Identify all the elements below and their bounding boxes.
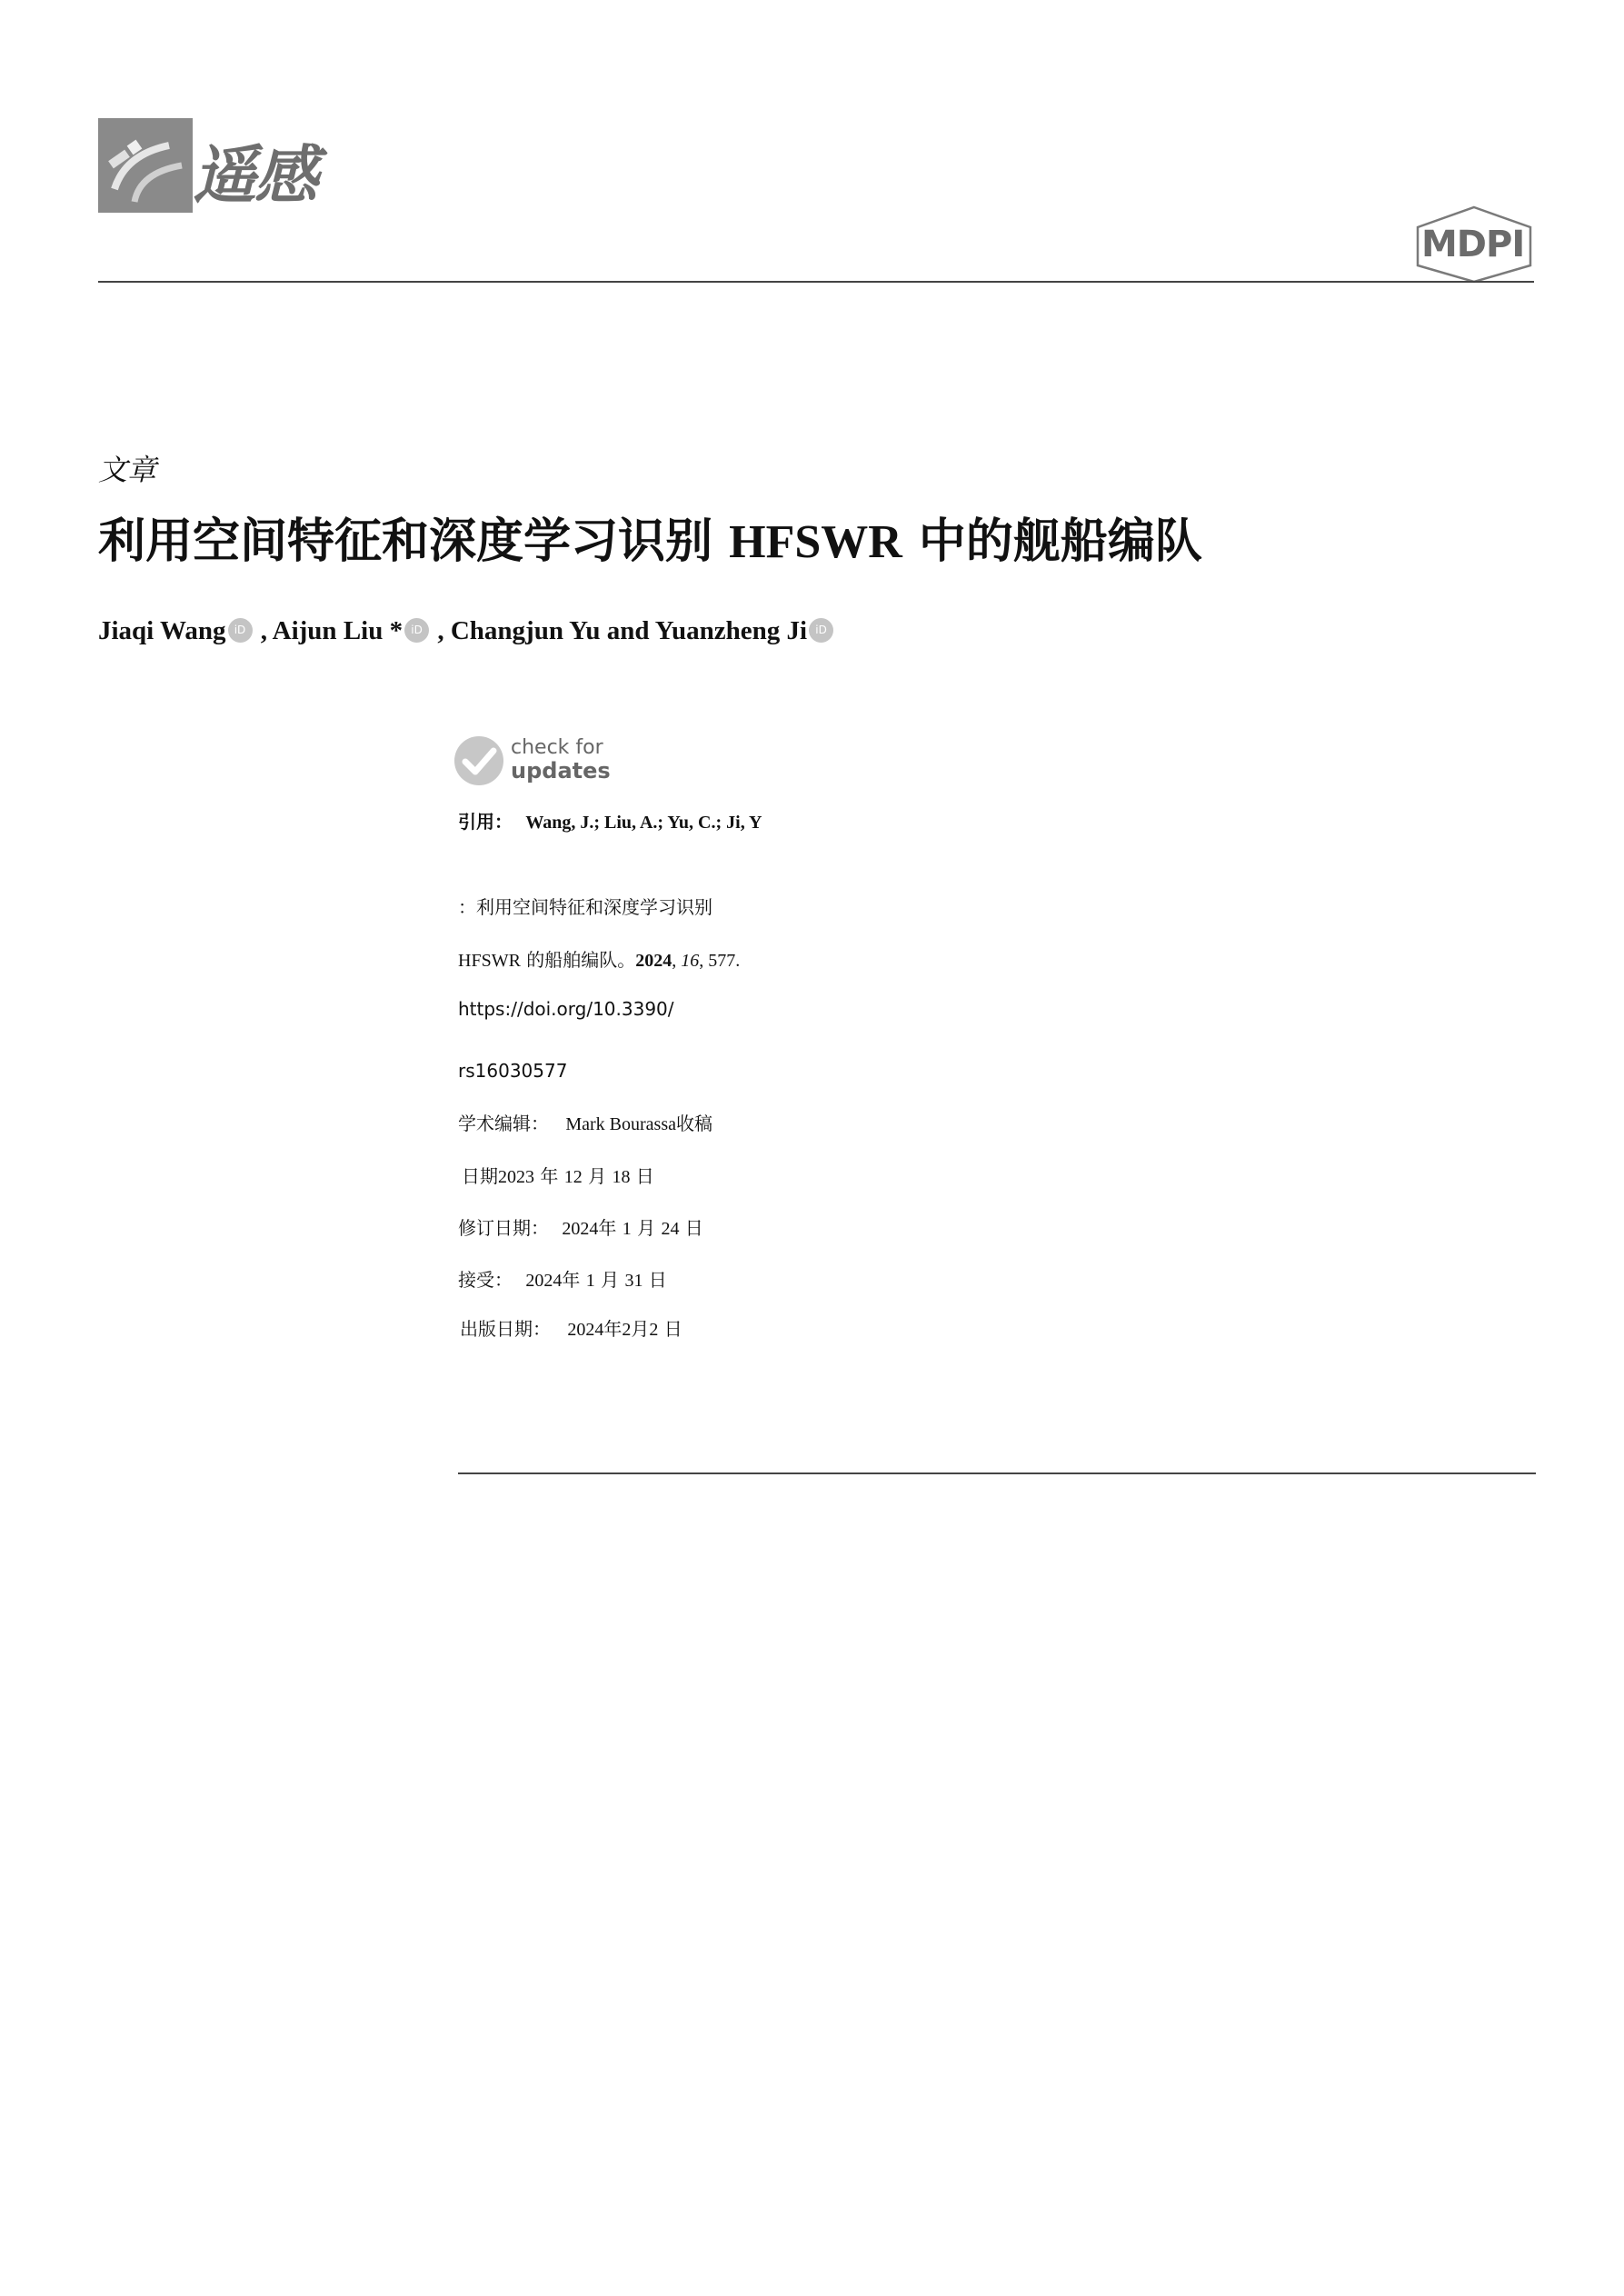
citation-cn: 的船舶编队。 [526, 949, 636, 971]
check-updates-line2: updates [511, 758, 611, 784]
date-month: 2 [622, 1320, 632, 1340]
date-year: 2024 [525, 1271, 563, 1291]
date-day: 31 [624, 1271, 643, 1291]
date-year: 2023 [498, 1167, 534, 1187]
date-label: 日期 [462, 1165, 498, 1187]
received-label: 收稿 [676, 1113, 712, 1134]
doi-link[interactable]: https://doi.org/10.3390/ [458, 998, 674, 1020]
date-unit: 月 [601, 1269, 620, 1291]
date-month: 1 [585, 1271, 595, 1291]
citation-label: 引用： [458, 811, 513, 833]
date-unit: 日 [663, 1318, 682, 1340]
title-part-2: 中的舰船编队 [918, 514, 1202, 569]
date-day: 2 [649, 1320, 659, 1340]
citation-source: HFSWR 的船舶编队。2024, 16, 577. [458, 949, 741, 971]
citation-line [458, 807, 762, 834]
date-label: 接受： [458, 1269, 513, 1291]
date-unit: 日 [648, 1269, 667, 1291]
citation-pages: 577. [708, 951, 741, 971]
received-date [462, 1162, 654, 1188]
editor-label: 学术编辑： [458, 1113, 549, 1134]
date-month: 12 [563, 1167, 583, 1187]
orcid-icon[interactable]: iD [404, 618, 429, 643]
date-unit: 月 [588, 1165, 607, 1187]
date-unit: 日 [635, 1165, 654, 1187]
publisher-name: MDPI [1421, 224, 1525, 265]
satellite-logo-icon [98, 118, 193, 213]
title-part-latin: HFSWR [729, 516, 902, 568]
date-unit: 月 [631, 1318, 650, 1340]
citation-title: ：利用空间特征和深度学习识别 [458, 896, 712, 918]
citation-authors: Wang, J.; Liu, A.; Yu, C.; Ji, Y [525, 813, 762, 833]
author-name[interactable]: , Changjun Yu and Yuanzheng Ji [437, 616, 808, 645]
sidebar-divider [458, 1472, 1536, 1474]
date-day: 18 [612, 1167, 631, 1187]
author-list [98, 616, 835, 646]
accepted-date [458, 1265, 667, 1292]
date-label: 出版日期： [460, 1318, 551, 1340]
title-part-1: 利用空间特征和深度学习识别 [98, 514, 713, 569]
date-month: 1 [622, 1219, 632, 1239]
article-title [98, 516, 1202, 568]
author-name[interactable]: Jiaqi Wang [98, 616, 226, 645]
date-unit: 月 [637, 1217, 656, 1239]
publisher-logo [1414, 205, 1534, 284]
orcid-icon[interactable]: iD [228, 618, 253, 643]
revised-date [458, 1213, 703, 1240]
journal-name: 遥感 [193, 138, 316, 213]
doi-link-continued[interactable]: rs16030577 [458, 1060, 568, 1082]
published-date [460, 1314, 682, 1341]
citation-latin: HFSWR [458, 951, 521, 971]
date-unit: 年 [540, 1165, 559, 1187]
date-year: 2024 [562, 1219, 599, 1239]
date-day: 24 [661, 1219, 680, 1239]
date-unit: 年 [598, 1217, 617, 1239]
date-unit: 日 [684, 1217, 703, 1239]
orcid-icon[interactable]: iD [809, 618, 833, 643]
editor-name: Mark Bourassa [565, 1114, 676, 1134]
citation-volume: 16 [681, 951, 700, 971]
date-unit: 年 [562, 1269, 581, 1291]
date-year: 2024 [567, 1320, 604, 1340]
journal-logo [98, 118, 357, 215]
date-label: 修订日期： [458, 1217, 549, 1239]
check-for-updates-button[interactable] [454, 733, 618, 787]
article-type: 文章 [98, 453, 157, 487]
academic-editor [458, 1109, 712, 1135]
date-unit: 年 [603, 1318, 623, 1340]
author-name[interactable]: , Aijun Liu * [260, 616, 404, 645]
checkmark-icon [454, 736, 503, 785]
header-divider [98, 281, 1534, 283]
check-updates-line1: check for [511, 736, 603, 759]
citation-year: 2024 [635, 951, 673, 971]
